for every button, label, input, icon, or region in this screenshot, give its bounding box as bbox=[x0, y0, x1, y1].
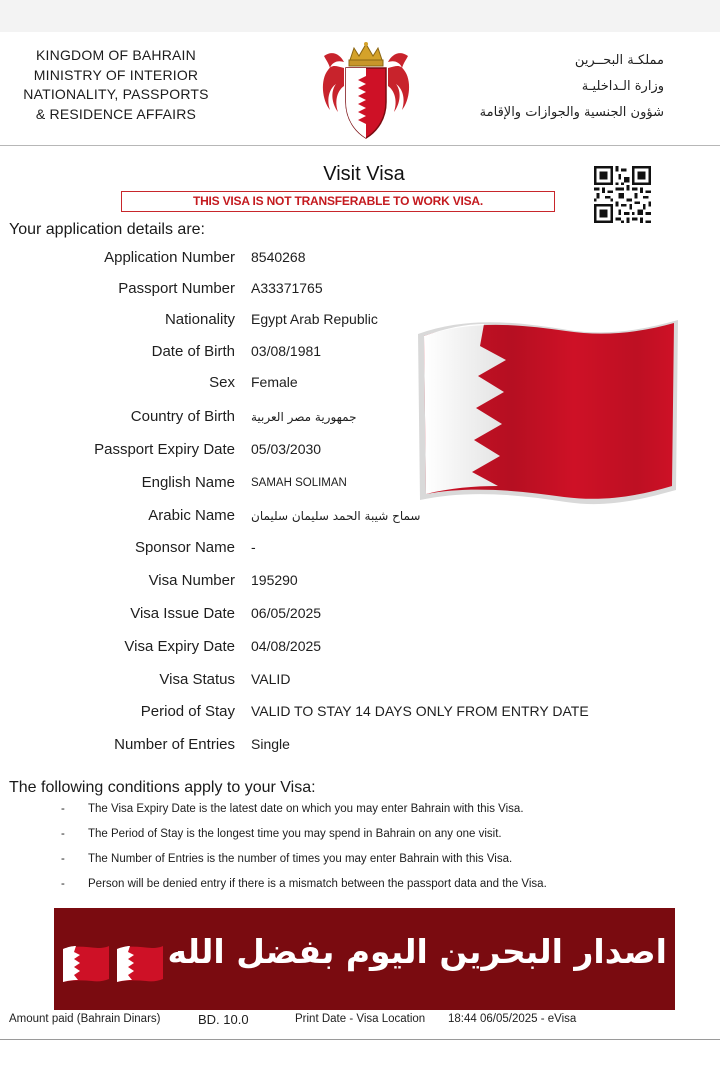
print-label: Print Date - Visa Location bbox=[295, 1013, 426, 1025]
document-title: Visit Visa bbox=[323, 163, 405, 185]
bullet: - bbox=[61, 878, 65, 890]
field-label: Passport Number bbox=[118, 280, 235, 297]
field-label: Passport Expiry Date bbox=[94, 441, 235, 458]
field-row bbox=[0, 507, 720, 537]
bahrain-flag-icon bbox=[418, 318, 678, 506]
top-strip bbox=[0, 0, 720, 32]
bahrain-flag-icon bbox=[62, 944, 110, 984]
condition-text: The Visa Expiry Date is the latest date on which you may enter Bahrain with this Visa. bbox=[88, 803, 524, 815]
field-value: Egypt Arab Republic bbox=[251, 311, 378, 327]
condition-text: The Number of Entries is the number of times you may enter Bahrain with this Visa. bbox=[88, 853, 513, 865]
field-value: SAMAH SOLIMAN bbox=[251, 477, 347, 489]
field-label: Arabic Name bbox=[148, 507, 235, 524]
header-arabic-line-1: مملكـة البحــرين bbox=[574, 53, 664, 68]
field-row bbox=[0, 671, 720, 701]
field-row bbox=[0, 539, 720, 569]
field-value: A33371765 bbox=[251, 280, 323, 296]
header-divider bbox=[0, 145, 720, 146]
field-value: 04/08/2025 bbox=[251, 638, 322, 654]
header-line-3: NATIONALITY, PASSPORTS bbox=[23, 86, 209, 102]
field-row bbox=[0, 605, 720, 635]
list-item bbox=[0, 878, 720, 900]
field-label: Date of Birth bbox=[151, 343, 235, 360]
banner-text: اصدار البحرين اليوم بفضل الله bbox=[167, 932, 667, 971]
application-details-heading: Your application details are: bbox=[9, 221, 205, 238]
field-label: Application Number bbox=[104, 249, 235, 266]
field-label: Sponsor Name bbox=[134, 539, 235, 556]
field-value: سماح شيبة الحمد سليمان سليمان bbox=[251, 509, 421, 523]
field-label: Visa Status bbox=[159, 671, 235, 688]
field-value: Female bbox=[251, 374, 298, 390]
field-value: Single bbox=[251, 736, 290, 752]
bullet: - bbox=[61, 803, 65, 815]
condition-text: Person will be denied entry if there is a mismatch between the passport data and the Visa. bbox=[88, 878, 547, 890]
bullet: - bbox=[61, 828, 65, 840]
bahrain-coat-of-arms-icon bbox=[318, 40, 414, 140]
field-label: Country of Birth bbox=[130, 408, 235, 425]
header-line-2: MINISTRY OF INTERIOR bbox=[33, 66, 199, 83]
field-value: 05/03/2030 bbox=[251, 441, 322, 457]
field-value: 195290 bbox=[251, 572, 298, 588]
field-value: - bbox=[251, 539, 256, 555]
field-row bbox=[0, 703, 720, 733]
header-arabic-line-3: شؤون الجنسية والجوازات والإقامة bbox=[479, 105, 664, 120]
payment-footer bbox=[0, 1013, 720, 1033]
field-label: Sex bbox=[209, 374, 235, 391]
field-label: Period of Stay bbox=[140, 703, 235, 720]
header-line-1: KINGDOM OF BAHRAIN bbox=[36, 47, 196, 63]
field-value: VALID bbox=[251, 671, 291, 687]
transfer-warning: THIS VISA IS NOT TRANSFERABLE TO WORK VISA. bbox=[121, 191, 555, 212]
field-label: Visa Number bbox=[148, 572, 235, 589]
field-value: جمهورية مصر العربية bbox=[251, 410, 357, 424]
field-row bbox=[0, 249, 720, 279]
conditions-heading: The following conditions apply to your Visa: bbox=[9, 779, 316, 796]
qr-code-icon bbox=[594, 166, 651, 223]
ministry-name-arabic bbox=[424, 48, 664, 126]
amount-value: BD. 10.0 bbox=[198, 1012, 249, 1027]
field-value: 03/08/1981 bbox=[251, 343, 322, 359]
list-item bbox=[0, 828, 720, 850]
field-label: Visa Expiry Date bbox=[124, 638, 235, 655]
ministry-name-english bbox=[10, 46, 222, 124]
header-arabic-line-2: وزارة الـداخليـة bbox=[581, 79, 664, 94]
footer-divider bbox=[0, 1039, 720, 1040]
field-label: Number of Entries bbox=[114, 736, 235, 753]
field-label: Nationality bbox=[164, 311, 235, 328]
field-value: 06/05/2025 bbox=[251, 605, 322, 621]
bullet: - bbox=[61, 853, 65, 865]
field-row bbox=[0, 736, 720, 766]
overlay-banner bbox=[54, 908, 675, 1010]
bahrain-flag-icon bbox=[116, 944, 164, 984]
field-label: Visa Issue Date bbox=[130, 605, 235, 622]
field-value: VALID TO STAY 14 DAYS ONLY FROM ENTRY DATE bbox=[251, 703, 589, 719]
header-line-4: & RESIDENCE AFFAIRS bbox=[35, 105, 197, 122]
print-value: 18:44 06/05/2025 - eVisa bbox=[448, 1013, 577, 1025]
amount-label: Amount paid (Bahrain Dinars) bbox=[9, 1013, 161, 1025]
condition-text: The Period of Stay is the longest time you may spend in Bahrain on any one visit. bbox=[88, 828, 502, 840]
field-label: English Name bbox=[141, 474, 235, 491]
field-row bbox=[0, 638, 720, 668]
list-item bbox=[0, 803, 720, 825]
list-item bbox=[0, 853, 720, 875]
field-value: 8540268 bbox=[251, 249, 306, 265]
field-row bbox=[0, 572, 720, 602]
field-row bbox=[0, 280, 720, 310]
